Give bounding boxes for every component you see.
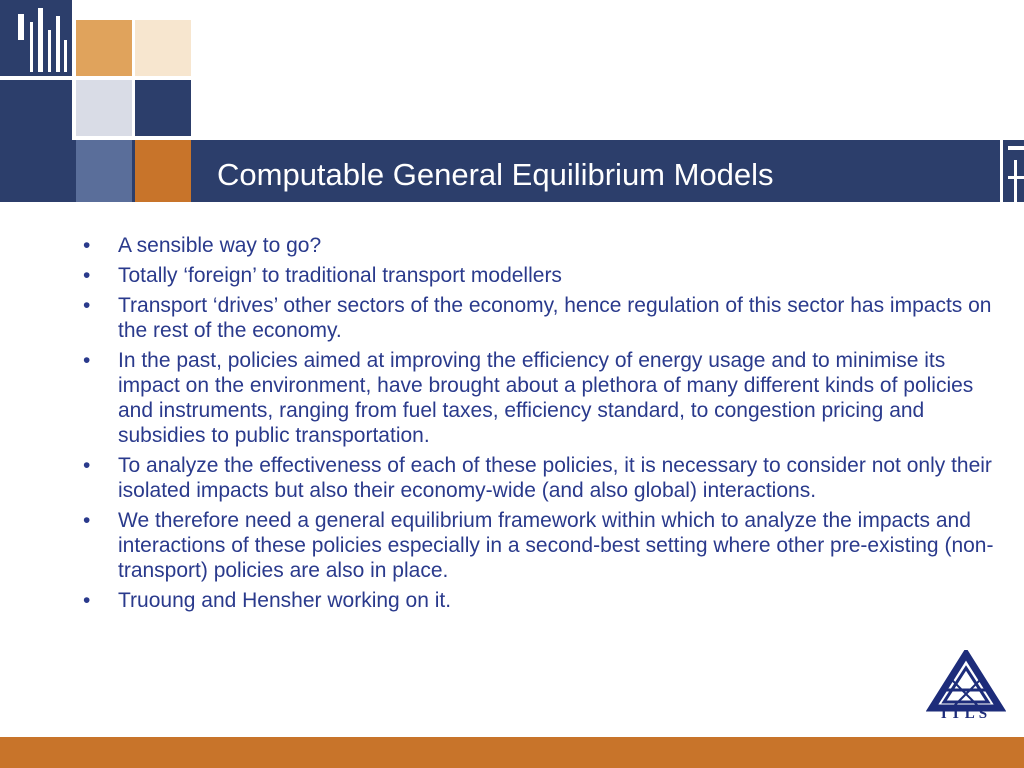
title-bar-slate-accent	[76, 140, 132, 202]
bullet-marker: •	[83, 349, 91, 372]
bullet-item	[80, 453, 1000, 503]
bullet-item	[80, 508, 1000, 583]
bullet-text: Totally ‘foreign’ to traditional transport modellers	[118, 264, 562, 287]
header-tile-cream-top	[135, 20, 191, 76]
logo-text: ITLS	[940, 706, 992, 722]
bullet-item	[80, 263, 1000, 288]
bullet-list	[80, 233, 1000, 618]
bullet-marker: •	[83, 454, 91, 477]
bullet-item	[80, 348, 1000, 448]
bullet-text: Transport ‘drives’ other sectors of the economy, hence regulation of this sector has impacts on the rest of the economy.	[118, 294, 992, 342]
header-tile-navy-mid	[135, 80, 191, 136]
bullet-marker: •	[83, 264, 91, 287]
bullet-marker: •	[83, 509, 91, 532]
bullet-text: A sensible way to go?	[118, 234, 322, 257]
bullet-marker: •	[83, 294, 91, 317]
slide-title: Computable General Equilibrium Models	[217, 157, 774, 192]
bullet-text: In the past, policies aimed at improving the efficiency of energy usage and to minimise its impact on the environment, have brought about a plethora of many different kinds of policies and instruments, ranging from fuel taxes, efficiency standard, to congestion pricing and subsidies to public transportation.	[118, 349, 974, 447]
header-tile-gray-mid	[76, 80, 132, 136]
bullet-item	[80, 233, 1000, 258]
title-bar-orange-accent	[135, 140, 191, 202]
bullet-marker: •	[83, 589, 91, 612]
footer-bar	[0, 737, 1024, 768]
bullet-marker: •	[83, 234, 91, 257]
bullet-text: To analyze the effectiveness of each of these policies, it is necessary to consider not only their isolated impacts but also their economy-wide (and also global) interactions.	[118, 454, 992, 502]
bullet-text: Truoung and Hensher working on it.	[118, 589, 452, 612]
header-tile-orange-top	[76, 20, 132, 76]
bullet-item	[80, 293, 1000, 343]
bullet-item	[80, 588, 1000, 613]
bullet-text: We therefore need a general equilibrium framework within which to analyze the impacts and interactions of these policies especially in a second-best setting where other pre-existing (non-transport) policies are also in place.	[118, 509, 994, 582]
